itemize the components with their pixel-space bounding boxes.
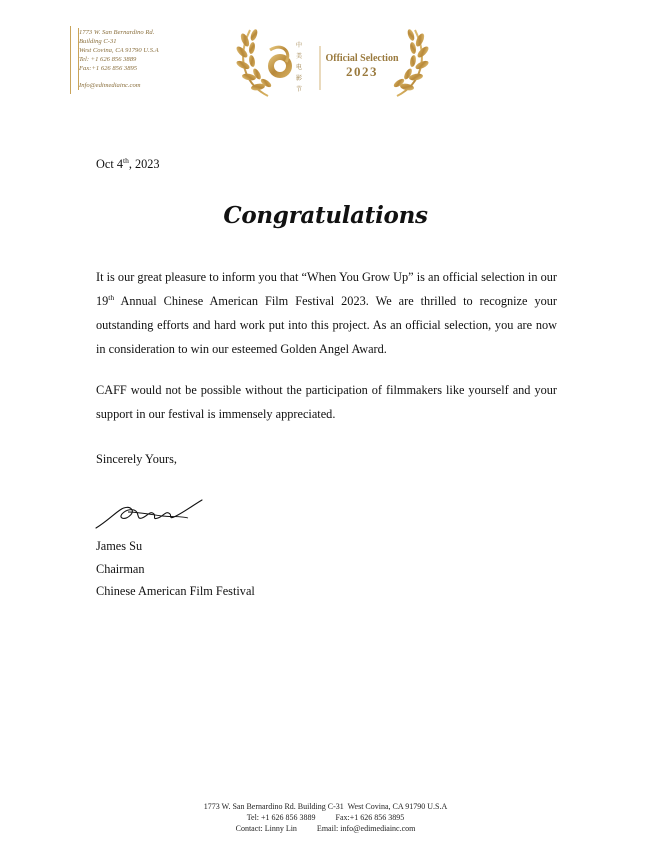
address-line: Fax:+1 626 856 3895 <box>79 65 138 72</box>
official-selection-badge <box>230 22 435 102</box>
signature-icon <box>92 490 212 535</box>
date-suffix: th <box>122 155 129 165</box>
header-address <box>78 28 209 90</box>
para1-text-a: It is our great pleasure to inform you that “When You Grow Up” is an official selection in our 19 <box>96 270 557 308</box>
date-day: Oct 4 <box>96 157 123 171</box>
svg-text:美: 美 <box>296 53 303 60</box>
para1-sup: th <box>108 292 115 302</box>
date-year: , 2023 <box>128 157 160 171</box>
signer-title: Chairman <box>96 561 145 576</box>
signer-name: James Su <box>96 539 143 553</box>
header-divider <box>70 26 71 94</box>
laurel-left-icon <box>235 28 273 96</box>
address-line: Tel: +1 626 856 3889 <box>79 56 137 63</box>
address-line: West Covina, CA 91790 U.S.A <box>79 47 159 54</box>
body-paragraph-1 <box>96 265 557 361</box>
svg-text:影: 影 <box>296 75 303 82</box>
greeting-heading: Congratulations <box>223 202 428 229</box>
signer-organization: Chinese American Film Festival <box>96 584 255 598</box>
svg-text:电: 电 <box>296 64 303 71</box>
address-line: Building C-31 <box>79 38 117 45</box>
body-paragraph-2: CAFF would not be possible without the participation of filmmakers like yourself and your support in our festival is immensely appreciated. <box>96 383 557 421</box>
badge-year: 2023 <box>346 64 378 79</box>
page-footer <box>0 801 651 834</box>
footer-phone-fax: Tel: +1 626 856 3889 Fax:+1 626 856 3895 <box>246 813 405 822</box>
header-email: Info@edimediainc.com <box>79 82 141 89</box>
svg-text:节: 节 <box>296 86 303 93</box>
address-line: 1773 W. San Bernardino Rd. <box>79 29 155 36</box>
footer-address: 1773 W. San Bernardino Rd. Building C-31 West Covina, CA 91790 U.S.A <box>203 802 448 811</box>
letter-date <box>96 152 557 176</box>
para1-text-b: Annual Chinese American Film Festival 2023. We are thrilled to recognize your outstanding efforts and hard work put into this project. As an official selection, you are now in consideration to win our esteemed Golden Angel Award. <box>96 294 557 356</box>
badge-label: Official Selection <box>325 53 399 64</box>
closing: Sincerely Yours, <box>96 452 177 466</box>
signer-block <box>96 535 557 603</box>
svg-text:中: 中 <box>296 42 303 49</box>
footer-contact: Contact: Linny Lin Email: info@edimediainc.com <box>235 824 416 833</box>
festival-emblem-icon <box>268 41 302 93</box>
